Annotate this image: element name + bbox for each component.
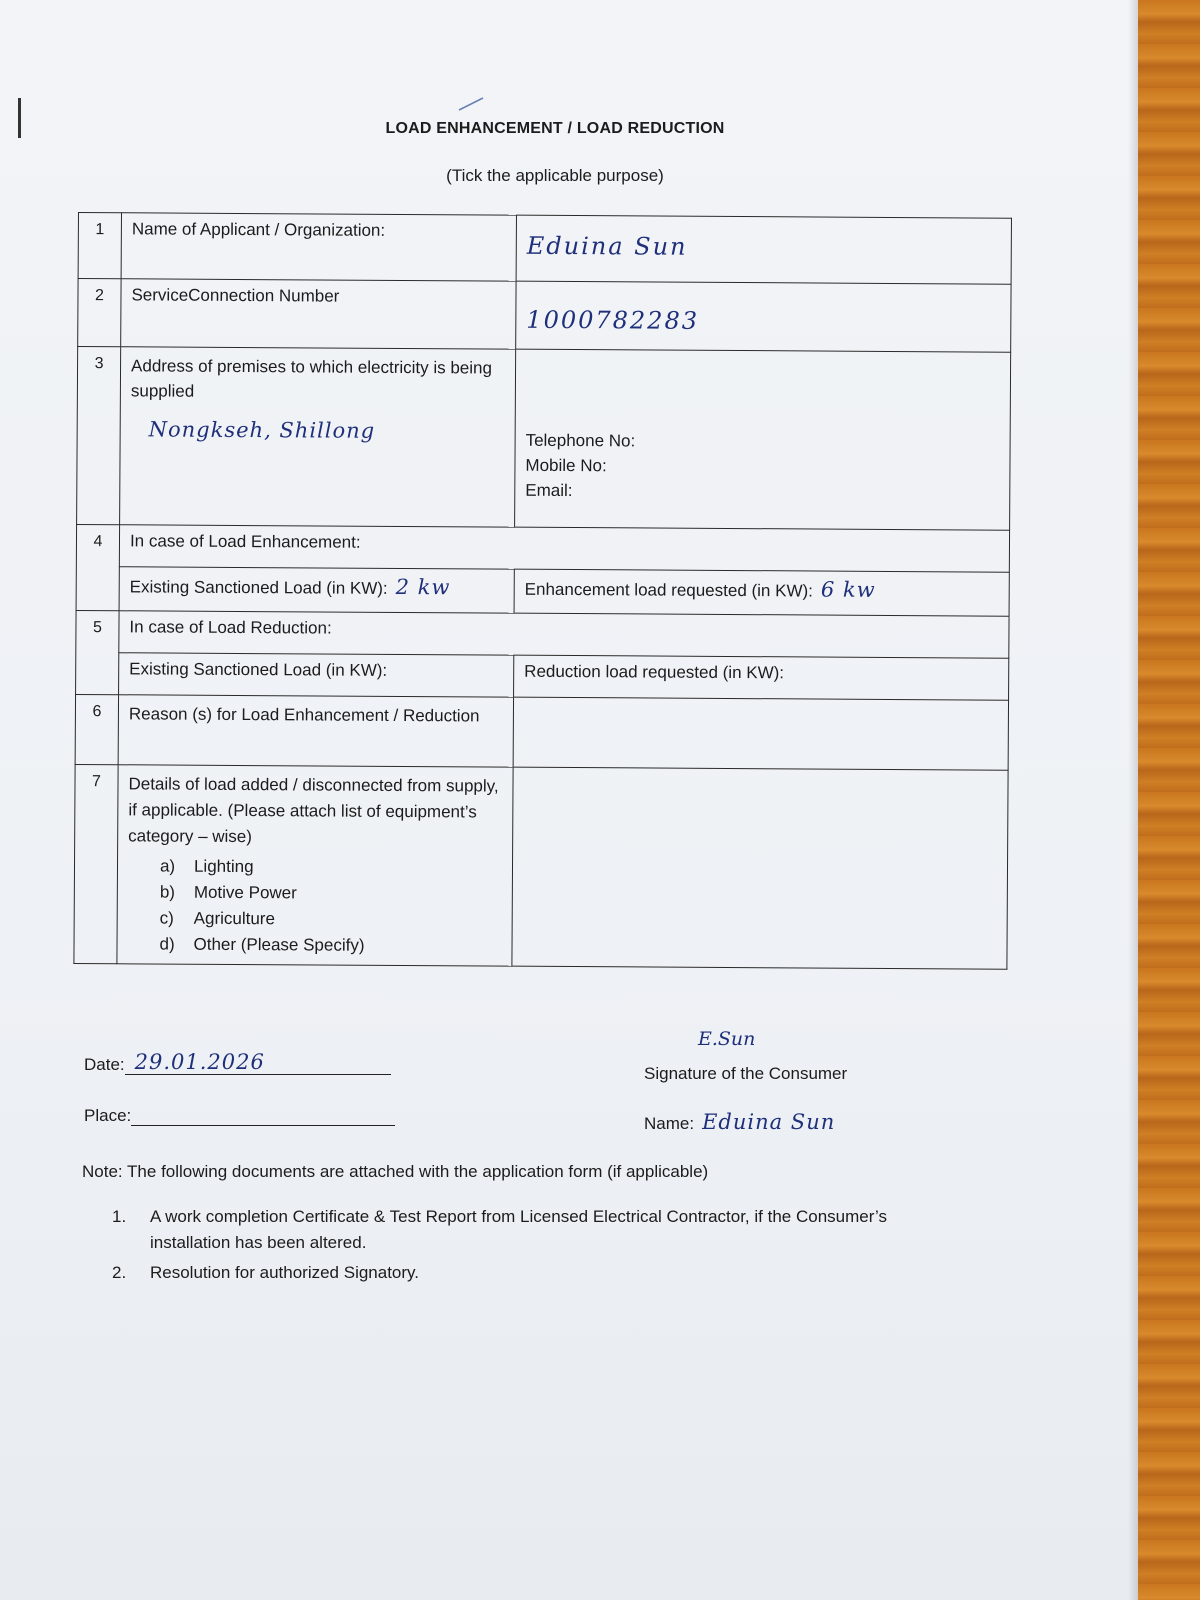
table-row [76,566,1009,616]
attachments-list [112,1204,932,1290]
list-item [112,1260,932,1286]
table-row [77,347,1011,531]
equipment-category-list [159,854,502,960]
enhancement-requested-load-value: 6 kw [820,577,876,602]
table-row [78,213,1011,285]
list-item [159,932,501,960]
row-number: 2 [78,279,121,347]
signature-value: E.Sun [698,1028,756,1050]
table-row [75,694,1008,770]
address-value: Nongkseh, Shillong [148,417,376,443]
date-value: 29.01.2026 [134,1050,265,1074]
table-row [76,610,1009,658]
list-item-letter: a) [159,856,176,876]
table-row [76,524,1009,572]
date-field[interactable] [125,1050,391,1075]
row-number: 3 [77,347,121,525]
table-row [78,279,1011,353]
mobile-label: Mobile No: [525,455,607,476]
applicant-name-value: Eduina Sun [526,231,688,261]
application-form-table [73,212,1012,970]
enhancement-existing-load-value: 2 kw [395,574,451,600]
enhancement-existing-load-cell[interactable] [119,567,514,613]
consumer-name-value: Eduina Sun [702,1110,836,1134]
form-title: LOAD ENHANCEMENT / LOAD REDUCTION [385,120,725,137]
service-connection-cell[interactable] [516,281,1011,352]
list-item-text: A work completion Certificate & Test Report from Licensed Electrical Contractor, if the Consumer’s installation has been altered. [150,1207,887,1252]
address-label: Address of premises to which electricity is being supplied [130,356,493,401]
reduction-existing-load-label: Existing Sanctioned Load (in KW): [129,659,388,680]
enhancement-requested-load-label: Enhancement load requested (in KW): [524,579,813,601]
reduction-existing-load-cell[interactable] [119,653,514,697]
reason-label: Reason (s) for Load Enhancement / Reduction [118,695,513,767]
list-item [160,906,502,934]
date-row [84,1050,391,1075]
attachments-note-heading: Note: The following documents are attached with the application form (if applicable) [82,1162,709,1181]
applicant-name-cell[interactable] [516,215,1011,284]
reduction-requested-load-cell[interactable] [514,655,1009,700]
contact-cell[interactable] [515,349,1011,530]
wooden-table-background [1138,0,1200,1600]
list-item-letter: b) [159,882,176,902]
service-connection-label: ServiceConnection Number [121,279,516,349]
list-item [160,880,502,908]
form-subtitle: (Tick the applicable purpose) [446,166,664,185]
tick-mark-icon [458,96,484,112]
enhancement-existing-load-label: Existing Sanctioned Load (in KW): [129,577,388,598]
applicant-name-label: Name of Applicant / Organization: [121,213,516,281]
load-details-label: Details of load added / disconnected from supply, if applicable. (Please attach list of equipment’s category – wise) [128,774,499,847]
date-label: Date: [84,1055,125,1074]
place-row [84,1106,395,1126]
table-row [76,652,1009,700]
list-item-letter: c) [159,908,174,928]
list-item [160,854,502,882]
consumer-name-label: Name: [644,1114,695,1133]
row-number: 6 [75,694,118,764]
list-item-text: Other (Please Specify) [193,934,365,955]
list-item-text: Motive Power [193,882,297,903]
load-details-cell [117,765,513,966]
load-enhancement-heading: In case of Load Enhancement: [119,525,1009,572]
service-connection-value: 1000782283 [526,305,700,335]
row-number: 1 [78,213,121,279]
reason-value-cell[interactable] [513,697,1008,770]
table-row [74,764,1008,969]
reduction-requested-load-label: Reduction load requested (in KW): [524,661,785,683]
signature-label: Signature of the Consumer [644,1064,848,1083]
list-item-text: Resolution for authorized Signatory. [150,1263,420,1282]
list-item-number: 1. [112,1207,127,1226]
list-item-text: Lighting [193,856,254,877]
list-item [112,1204,932,1256]
telephone-label: Telephone No: [525,430,636,451]
place-label: Place: [84,1106,132,1125]
load-details-value-cell[interactable] [512,767,1008,969]
consumer-name-row [644,1110,835,1134]
row-number: 5 [76,610,120,694]
list-item-text: Agriculture [193,908,276,929]
signature-value-block [698,1028,755,1050]
list-item-number: 2. [112,1263,127,1282]
row-number: 7 [74,764,118,963]
place-field[interactable] [131,1107,395,1126]
enhancement-requested-load-cell[interactable] [514,569,1009,616]
list-item-letter: d) [159,934,175,954]
email-label: Email: [525,480,573,501]
address-cell[interactable] [120,347,516,527]
load-reduction-heading: In case of Load Reduction: [119,611,1009,658]
row-number: 4 [76,524,120,610]
